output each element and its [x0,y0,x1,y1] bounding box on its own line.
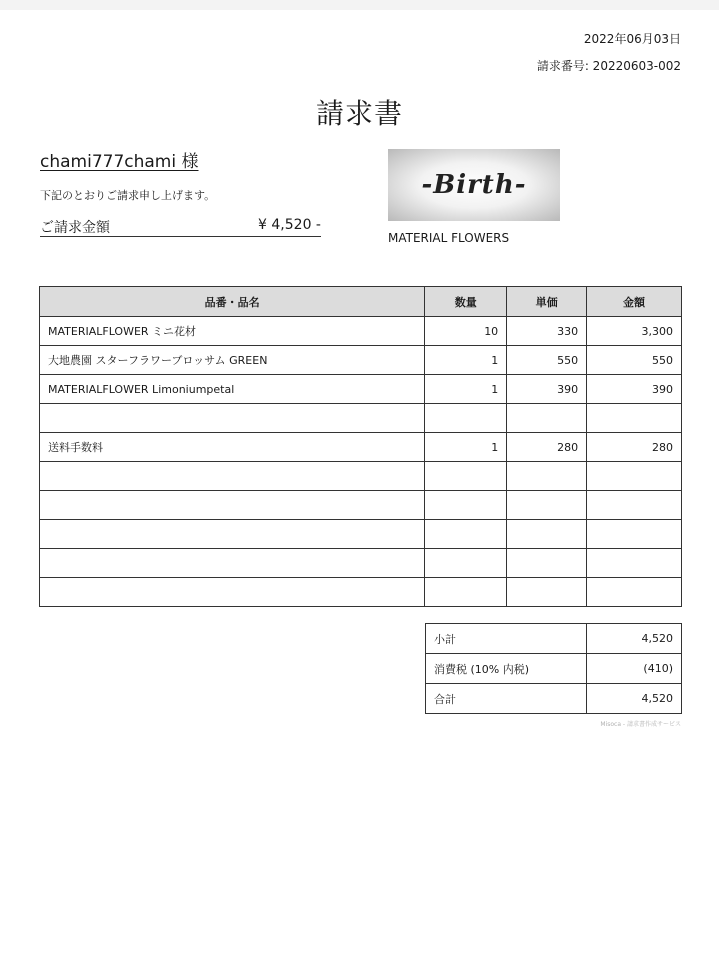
cell-qty: 1 [425,375,507,404]
cell-amount [587,462,682,491]
cell-qty: 10 [425,317,507,346]
customer-name: chami777chami 様 [40,152,199,172]
cell-qty [425,404,507,433]
cell-unit-price [507,462,587,491]
cell-item-name: MATERIALFLOWER ミニ花材 [40,317,425,346]
table-row [40,346,682,375]
cell-item-name [40,404,425,433]
document-title: 請求書 [315,97,403,130]
cell-item-name [40,462,425,491]
cell-qty [425,520,507,549]
cell-qty [425,549,507,578]
cell-item-name: 大地農園 スターフラワーブロッサム GREEN [40,346,425,375]
cell-item-name: 送料手数料 [40,433,425,462]
col-header-amount: 金額 [587,287,682,317]
table-row [40,404,682,433]
invoice-number: 請求番号: 20220603-002 [536,59,681,73]
cell-item-name [40,520,425,549]
cell-amount [587,491,682,520]
table-row [40,317,682,346]
cell-unit-price [507,549,587,578]
col-header-qty: 数量 [425,287,507,317]
table-row [40,578,682,607]
cell-amount: 280 [587,433,682,462]
shop-logo [388,149,560,221]
cell-amount [587,549,682,578]
table-row [40,433,682,462]
table-row [40,462,682,491]
cell-item-name [40,549,425,578]
tax-row [426,654,682,684]
table-header-row [40,287,682,317]
billing-amount-row [40,216,321,237]
cell-unit-price: 390 [507,375,587,404]
cell-unit-price: 280 [507,433,587,462]
service-credit: Misoca - 請求書作成サービス [600,721,681,728]
cell-unit-price [507,520,587,549]
top-bar [0,0,719,10]
cell-amount [587,520,682,549]
cell-unit-price [507,491,587,520]
subtotal-value: 4,520 [587,624,682,654]
subtotal-label: 小計 [426,624,587,654]
logo-text: -Birth- [421,170,527,200]
col-header-unit-price: 単価 [507,287,587,317]
shop-name: MATERIAL FLOWERS [388,231,510,245]
cell-amount: 390 [587,375,682,404]
table-row [40,520,682,549]
items-table [39,286,682,607]
total-value: 4,520 [587,684,682,714]
cell-amount: 550 [587,346,682,375]
cell-amount [587,404,682,433]
cell-amount [587,578,682,607]
cell-unit-price: 330 [507,317,587,346]
total-row [426,684,682,714]
cell-qty [425,491,507,520]
cell-unit-price [507,578,587,607]
cell-qty: 1 [425,346,507,375]
tax-value: (410) [587,654,682,684]
col-header-item: 品番・品名 [40,287,425,317]
cell-unit-price: 550 [507,346,587,375]
cell-item-name [40,491,425,520]
tax-label: 消費税 (10% 内税) [426,654,587,684]
table-row [40,375,682,404]
billing-amount-value: ¥ 4,520 - [258,217,321,233]
cell-item-name: MATERIALFLOWER Limoniumpetal [40,375,425,404]
cell-qty: 1 [425,433,507,462]
summary-table [425,623,682,714]
table-row [40,549,682,578]
billing-amount-label: ご請求金額 [40,220,110,236]
total-label: 合計 [426,684,587,714]
cell-qty [425,578,507,607]
invoice-date: 2022年06月03日 [583,32,681,46]
cell-qty [425,462,507,491]
subtotal-row [426,624,682,654]
cell-item-name [40,578,425,607]
cell-unit-price [507,404,587,433]
table-row [40,491,682,520]
cell-amount: 3,300 [587,317,682,346]
intro-text: 下記のとおりご請求申し上げます。 [40,189,216,202]
